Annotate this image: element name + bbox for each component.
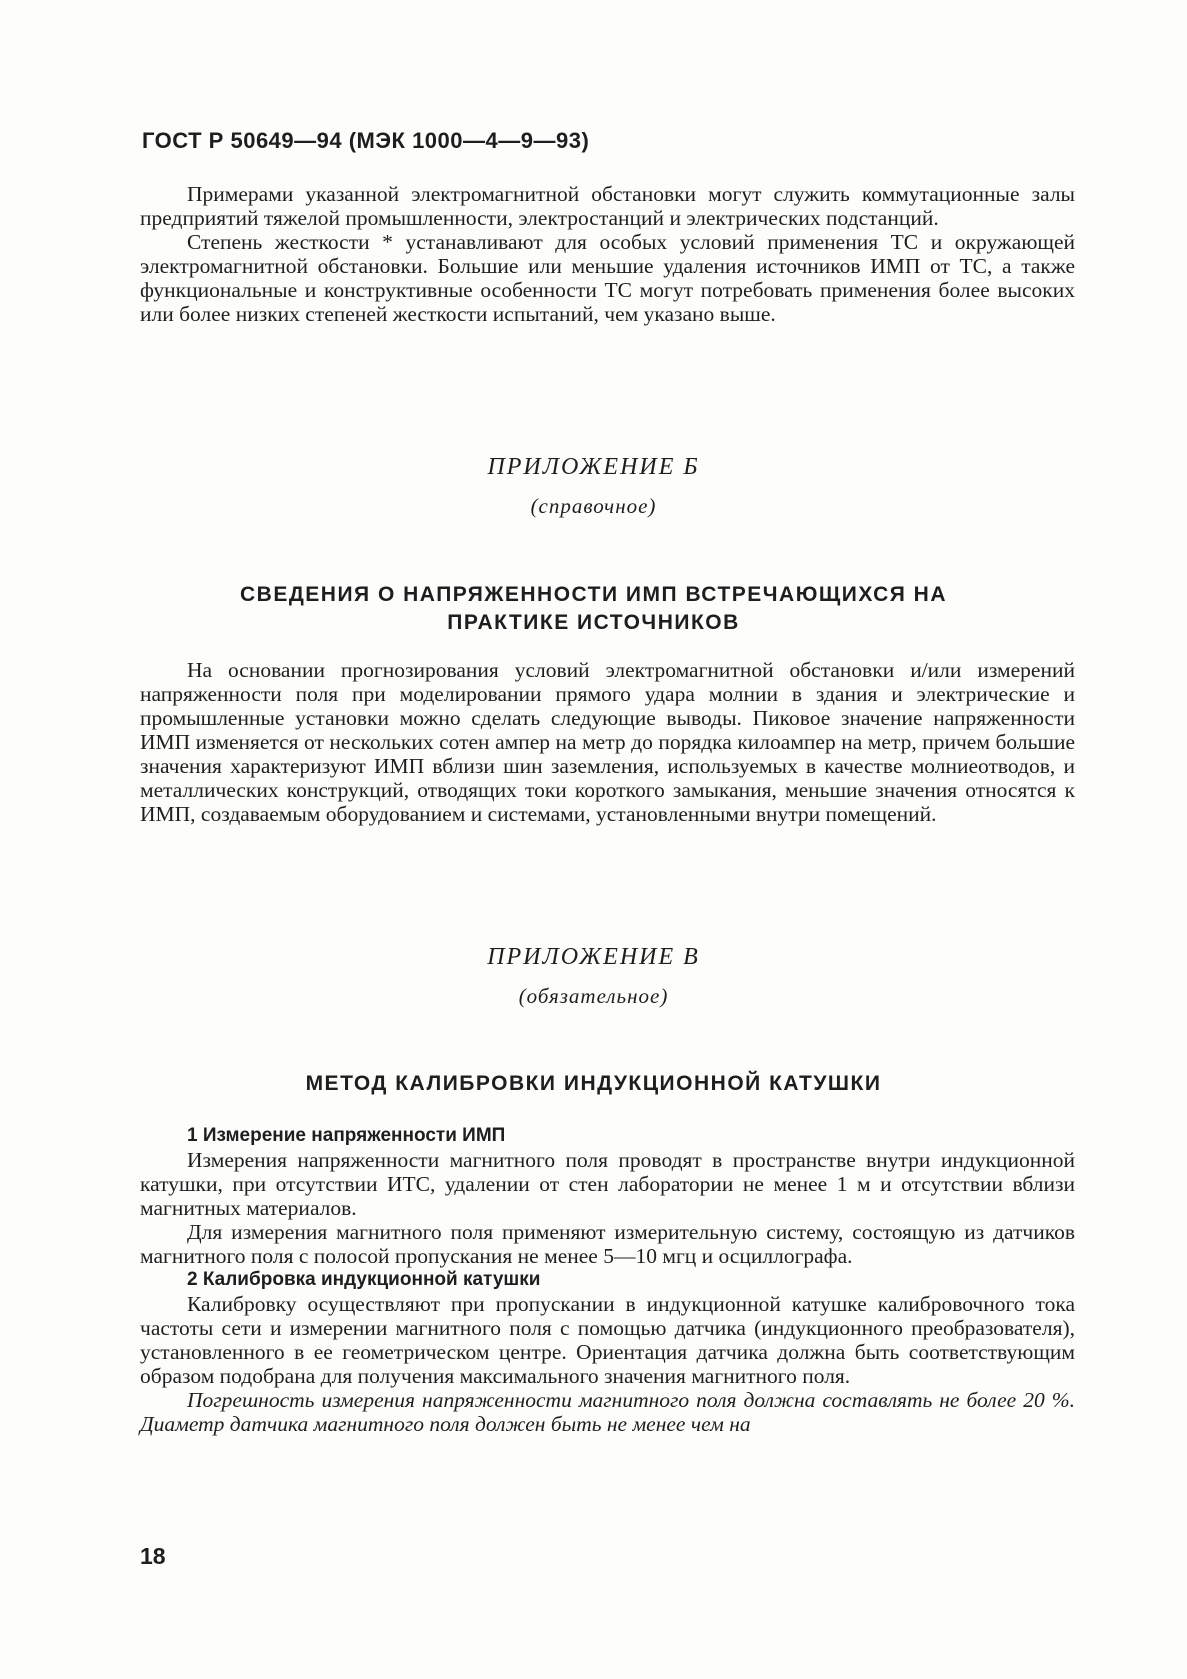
appendix-c-title: ПРИЛОЖЕНИЕ В	[487, 944, 700, 970]
section-1-title: 1 Измерение напряженности ИМП	[187, 1125, 506, 1146]
appendix-c-subtitle: (обязательное)	[518, 984, 669, 1008]
appendix-b-title: ПРИЛОЖЕНИЕ Б	[487, 454, 700, 480]
appendix-b-heading	[0, 581, 1187, 637]
page-number: 18	[140, 1543, 166, 1569]
appendix-b-body	[140, 658, 1075, 826]
appendix-c-heading: МЕТОД КАЛИБРОВКИ ИНДУКЦИОННОЙ КАТУШКИ	[305, 1072, 882, 1095]
intro-text	[140, 182, 1075, 326]
section-1-paragraph-1: Измерения напряженности магнитного поля проводят в пространстве внутри индукционной катушки, при отсутствии ИТС, удалении от стен лаборатории не менее 1 м и отсутствии вблизи магнитных материалов.	[140, 1148, 1075, 1220]
appendix-b-heading-line-2: ПРАКТИКЕ ИСТОЧНИКОВ	[447, 611, 740, 634]
appendix-b-paragraph: На основании прогнозирования условий электромагнитной обстановки и/или измерений напряженности поля при моделировании прямого удара молнии в здания и электрические и промышленные установки можно сделать следующие выводы. Пиковое значение напряженности ИМП изменяется от нескольких сотен ампер на метр до порядка килоампер на метр, причем большие значения характеризуют ИМП вблизи шин заземления, используемых в качестве молниеотводов, и металлических конструкций, отводящих токи короткого замыкания, меньшие значения относятся к ИМП, создаваемым оборудованием и системами, установленными внутри помещений.	[140, 658, 1075, 826]
document-header: ГОСТ Р 50649—94 (МЭК 1000—4—9—93)	[142, 128, 590, 153]
section-2-paragraph-2: Погрешность измерения напряженности магнитного поля должна составлять не более 20 %. Диаметр датчика магнитного поля должен быть не менее чем на	[140, 1388, 1075, 1436]
appendix-c-body	[140, 1124, 1075, 1436]
intro-paragraph-2: Степень жесткости * устанавливают для особых условий применения ТС и окружающей электромагнитной обстановки. Большие или меньшие удаления источников ИМП от ТС, а также функциональные и конструктивные особенности ТС могут потребовать применения более высоких или более низких степеней жесткости испытаний, чем указано выше.	[140, 230, 1075, 326]
intro-paragraph-1: Примерами указанной электромагнитной обстановки могут служить коммутационные залы предприятий тяжелой промышленности, электростанций и электрических подстанций.	[140, 182, 1075, 230]
appendix-b-heading-line-1: СВЕДЕНИЯ О НАПРЯЖЕННОСТИ ИМП ВСТРЕЧАЮЩИХСЯ НА	[239, 583, 947, 606]
appendix-b-subtitle: (справочное)	[530, 494, 657, 518]
section-2-title: 2 Калибровка индукционной катушки	[187, 1269, 541, 1290]
section-2-paragraph-1: Калибровку осуществляют при пропускании в индукционной катушке калибровочного тока частоты сети и измерении магнитного поля с помощью датчика (индукционного преобразователя), установленного в ее геометрическом центре. Ориентация датчика должна быть соответствующим образом подобрана для получения максимального значения магнитного поля.	[140, 1292, 1075, 1388]
section-1-paragraph-2: Для измерения магнитного поля применяют измерительную систему, состоящую из датчиков магнитного поля с полосой пропускания не менее 5—10 мгц и осциллографа.	[140, 1220, 1075, 1268]
